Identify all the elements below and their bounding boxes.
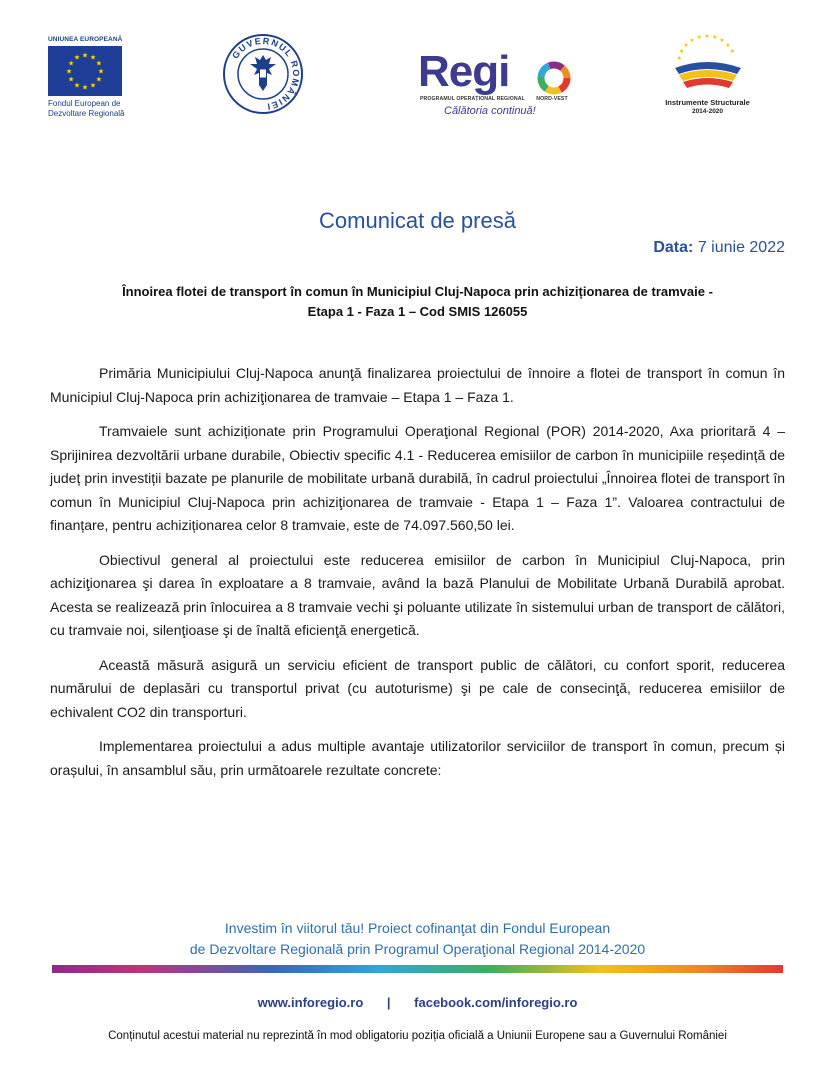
eagle-crest-icon [250, 55, 276, 91]
eu-star-icon: ★ [81, 52, 89, 60]
eu-logo-bottom-line2: Dezvoltare Regională [48, 109, 125, 118]
facebook-link[interactable]: facebook.com/inforegio.ro [414, 995, 578, 1010]
eu-star-icon: ★ [73, 54, 81, 62]
date-value: 7 iunie 2022 [697, 239, 785, 256]
regio-program-line: PROGRAMUL OPERAȚIONAL REGIONAL [420, 96, 525, 102]
footer-slogan-line1: Investim în viitorul tău! Proiect cofinanţat din Fondul European [224, 920, 611, 936]
eu-logo-bottom-line1: Fondul European de [48, 99, 121, 108]
structural-star-icon: ★ [729, 48, 736, 55]
eu-stars [66, 52, 104, 92]
footer-slogan [0, 918, 835, 960]
body-paragraph: Implementarea proiectului a adus multiple avantaje utilizatorilor serviciilor de transport în comun, precum și orașului, în ansamblul său, prin următoarele rezultate concrete: [50, 738, 785, 778]
footer-links [0, 995, 835, 1010]
press-date [653, 239, 785, 257]
government-seal-logo [222, 33, 304, 115]
body-paragraph: Această măsură asigură un serviciu eficient de transport public de călători, cu confort sporit, reducerea numărului de deplasări cu transportul privat (cu autoturisme) şi pe cale de consecinţă, reducerea emisiilor de echivalent CO2 din transporturi. [50, 656, 785, 720]
structural-instruments-line2: 2014-2020 [691, 108, 724, 115]
eu-logo-top-text: UNIUNEA EUROPEANĂ [48, 36, 123, 43]
eu-star-icon: ★ [68, 76, 75, 84]
footer-color-bar [52, 965, 783, 973]
date-label: Data: [653, 239, 694, 256]
structural-instruments-logo [655, 34, 760, 120]
subtitle-line1: Înnoirea flotei de transport în comun în Municipiul Cluj-Napoca prin achiziționarea de tramvaie - [122, 284, 713, 299]
eu-star-icon: ★ [95, 76, 102, 84]
structural-star-icon: ★ [689, 38, 695, 45]
eu-star-icon: ★ [81, 84, 89, 92]
structural-instruments-line1: Instrumente Structurale [665, 98, 750, 107]
regio-o-ring-icon [536, 60, 572, 96]
eu-star-icon: ★ [97, 68, 105, 76]
regio-region-tag: NORD-VEST [536, 96, 568, 102]
eu-star-icon: ★ [95, 60, 102, 68]
structural-stars [677, 34, 735, 62]
footer-slogan-line2: de Dezvoltare Regională prin Programul Operaţional Regional 2014-2020 [189, 941, 646, 957]
subtitle-line2: Etapa 1 - Faza 1 – Cod SMIS 126055 [307, 304, 528, 319]
structural-star-icon: ★ [719, 38, 725, 45]
structural-star-icon: ★ [712, 35, 718, 42]
eu-star-icon: ★ [65, 68, 73, 76]
structural-star-icon: ★ [676, 55, 683, 62]
regio-program-text [420, 96, 568, 102]
eu-flag-icon [48, 46, 122, 96]
eu-logo [48, 36, 148, 119]
eu-star-icon: ★ [89, 82, 97, 90]
body-paragraph: Obiectivul general al proiectului este reducerea emisiilor de carbon în Municipiul Cluj-Napoca, prin achiziţionarea şi darea în exploatare a 8 tramvaie, având la bază Planului de Mobilitate Urbană Durabilă aprobat. Acesta se realizează prin înlocuirea a 8 tramvaie vechi şi poluante utilizate în sistemului urban de transport de călători, cu tramvaie noi, silenţioase şi de înaltă eficienţă energetică. [50, 551, 785, 638]
website-link[interactable]: www.inforegio.ro [257, 995, 364, 1010]
eu-star-icon: ★ [73, 82, 81, 90]
structural-star-icon: ★ [725, 42, 731, 49]
structural-star-icon: ★ [683, 42, 689, 49]
structural-instruments-emblem-icon [655, 34, 760, 96]
project-subtitle [60, 282, 775, 322]
eu-star-icon: ★ [68, 60, 75, 68]
body-paragraph: Primăria Municipiului Cluj-Napoca anunţă finalizarea proiectului de înnoire a flotei de transport în comun în Municipiul Cluj-Napoca prin achiziţionarea de tramvaie – Etapa 1 – Faza 1. [50, 365, 785, 405]
page-title: Comunicat de presă [319, 208, 516, 233]
structural-star-icon: ★ [678, 48, 685, 55]
structural-star-icon: ★ [704, 34, 710, 40]
regio-wordmark: Regi [418, 47, 510, 96]
body-paragraph: Tramvaiele sunt achiziționate prin Programului Operaţional Regional (POR) 2014-2020, Axa prioritară 4 – Sprijinirea dezvoltării urbane durabile, Obiectiv specific 4.1 - Reducerea emisiilor de carbon în municipiile reședință de județ prin investiții bazate pe planurile de mobilitate urbană durabilă, în cadrul proiectului „Înnoirea flotei de transport în comun în Municipiul Cluj-Napoca prin achiziţionarea de tramvaie - Etapa 1 – Faza 1”. Valoarea contractului de finanțare, pentru achiziționarea celor 8 tramvaie, este de 74.097.560,50 lei. [50, 423, 785, 533]
government-seal-ring-text: GUVERNUL ROMÂNIEI [230, 35, 302, 112]
regio-tagline: Călătoria continuă! [444, 105, 536, 117]
press-release-body [50, 362, 785, 793]
regio-logo [418, 48, 578, 120]
footer-disclaimer: Conținutul acestui material nu reprezintă în mod obligatoriu poziția oficială a Uniunii Europene sau a Guvernului României [108, 1030, 727, 1042]
eu-star-icon: ★ [89, 54, 97, 62]
structural-star-icon: ★ [696, 35, 702, 42]
footer-link-separator: | [386, 995, 391, 1010]
eu-logo-bottom-text [48, 99, 148, 119]
